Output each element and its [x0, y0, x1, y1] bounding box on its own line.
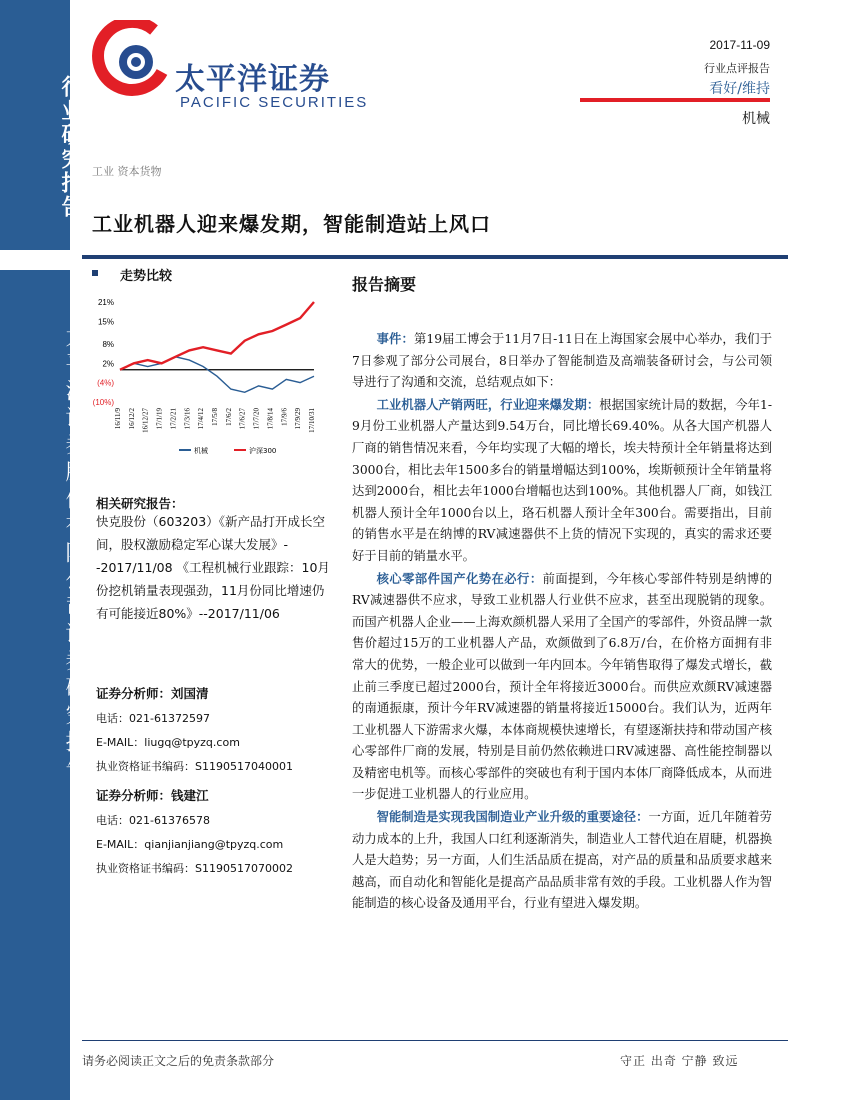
analyst-2 [96, 784, 293, 881]
x-tick-label: 17/5/8 [211, 408, 219, 426]
x-tick-label: 17/3/16 [183, 408, 192, 430]
report-type: 行业点评报告 [704, 62, 770, 75]
analyst-1-title: 证券分析师：刘国清 [96, 686, 209, 701]
brand-name-en: PACIFIC SECURITIES [180, 94, 369, 111]
analyst-1 [96, 682, 293, 779]
related-text: 快克股份（603203）《新产品打开成长空间，股权激励稳定军心谋大发展》--2017/11/08 《工程机械行业跟踪：10月份挖机销量表现强劲，11月份同比增速仍有可能接近80%》--2017/11/06 [96, 514, 330, 621]
abstract-p1 [352, 328, 772, 394]
x-tick-label: 17/10/31 [308, 408, 316, 433]
company-logo-icon [92, 20, 170, 98]
abstract-p4 [352, 806, 772, 915]
x-tick-label: 17/9/29 [294, 408, 303, 430]
trend-title: 走势比较 [120, 269, 173, 284]
rating-divider [580, 98, 770, 102]
analyst-2-cert: 执业资格证书编码：S1190517070002 [96, 862, 293, 875]
analyst-2-phone: 电话：021-61376578 [96, 814, 210, 827]
category: 工业 资本货物 [92, 165, 162, 178]
series-line-0 [120, 357, 314, 393]
x-tick-label: 17/8/14 [266, 408, 275, 430]
abstract-p3 [352, 568, 772, 807]
y-tick-label: 2% [102, 359, 114, 369]
legend-label: 沪深300 [249, 447, 277, 455]
report-title: 工业机器人迎来爆发期，智能制造站上风口 [92, 212, 491, 236]
p4-label: 智能制造是实现我国制造业产业升级的重要途径： [376, 809, 649, 825]
x-tick-label: 17/4/12 [197, 408, 206, 430]
brand-name-cn: 太平洋证券 [175, 62, 330, 97]
x-tick-label: 16/12/2 [127, 408, 136, 430]
abstract-body [352, 328, 772, 915]
x-tick-label: 16/12/27 [141, 408, 150, 433]
footer-divider [82, 1040, 788, 1041]
x-tick-label: 17/6/2 [224, 408, 233, 426]
sector: 机械 [742, 111, 770, 127]
footer-disclaimer: 请务必阅读正文之后的免责条款部分 [82, 1054, 275, 1068]
y-tick-label: 15% [97, 317, 114, 327]
related-heading: 相关研究报告： [96, 496, 184, 511]
sidebar-company: 太平洋证券股份有限公司证券研究报告 [62, 325, 87, 784]
analyst-2-email[interactable]: E-MAIL：qianjianjiang@tpyzq.com [96, 838, 284, 851]
y-tick-label: 21% [97, 298, 114, 307]
p3-text: 前面提到，今年核心零部件特别是纳博的RV减速器供不应求，导致工业机器人行业供不应求，甚至出现脱销的现象。而国产机器人企业——上海欢颜机器人采用了全国产的零部件，外资品牌一款售价超过15万的工业机器人产品，欢颜做到了6.8万/台，在价格方面拥有非常大的优势，一般企业可以做到一年内回本。今年销售取得了爆发式增长，截止前三季度已超过2000台，预计全年将接近3000台。而供应欢颜RV减速器的南通振康，预计今年RV减速器的销量将接近15000台。我们认为，近两年工业机器人下游需求火爆，本体商规模快速增长，有望逐渐扶持和带动国产核心零部件厂商的发展，特别是目前仍然依赖进口RV减速器、高性能控制器以及精密电机等。而核心零部件的突破也有利于国内本体厂商降低成本，从而进一步促进工业机器人的行业应用。 [352, 571, 772, 802]
x-tick-label: 17/6/27 [238, 408, 247, 430]
legend-label: 机械 [194, 447, 208, 455]
p4-text: 一方面，近几年随着劳动力成本的上升，我国人口红利逐渐消失，制造业人工替代迫在眉睫，机器换人是大趋势；另一方面，人们生活品质在提高，对产品的质量和品质要求越来越高，而自动化和智能化是提高产品品质非常有效的手段。工业机器人作为智能制造的核心设备及通用平台，行业有望进入爆发期。 [352, 810, 772, 911]
trend-chart [84, 290, 324, 460]
y-tick-label: (4%) [97, 378, 114, 388]
title-divider [82, 255, 788, 259]
x-tick-label: 17/9/6 [280, 408, 289, 426]
analyst-2-title: 证券分析师：钱建江 [96, 788, 209, 803]
p1-label: 事件： [376, 331, 414, 346]
x-tick-label: 17/2/21 [169, 408, 178, 430]
report-date: 2017-11-09 [709, 38, 770, 52]
analyst-1-email[interactable]: E-MAIL：liugq@tpyzq.com [96, 736, 240, 749]
analyst-1-cert: 执业资格证书编码：S1190517040001 [96, 760, 293, 773]
analyst-1-phone: 电话：021-61372597 [96, 712, 210, 725]
x-tick-label: 17/1/19 [155, 408, 164, 430]
sidebar-label: 行业研究报告 [58, 75, 83, 219]
p2-label: 工业机器人产销两旺，行业迎来爆发期： [376, 396, 600, 412]
y-tick-label: (10%) [92, 398, 114, 407]
x-tick-label: 17/7/20 [252, 408, 261, 430]
trend-bullet [92, 270, 98, 276]
abstract-title: 报告摘要 [352, 275, 417, 294]
y-tick-label: 8% [102, 339, 114, 349]
footer-motto: 守正 出奇 宁静 致远 [620, 1054, 739, 1068]
x-tick-label: 16/11/9 [114, 408, 122, 430]
p2-text: 根据国家统计局的数据，今年1-9月份工业机器人产量达到9.54万台，同比增长69.40%。从各大国产机器人厂商的销售情况来看，今年均实现了大幅的增长，埃夫特预计全年销量将达到3000台，相比去年1500多台的销量增幅达到100%，埃斯顿预计全年销量将达到2000台，相比去年1000台增幅也达到100%。其他机器人厂商，如钱江机器人预计全年1000台以上，珞石机器人预计全年300台。需要指出，目前的销售水平是在纳博的RV减速器供不上货的情况下实现的，真实的需求还要好于目前的销量水平。 [352, 397, 772, 563]
abstract-p2 [352, 394, 772, 568]
rating: 看好/维持 [709, 81, 770, 97]
p3-label: 核心零部件国产化势在必行： [376, 570, 543, 586]
p1-text: 第19届工博会于11月7日-11日在上海国家会展中心举办，我们于7日参观了部分公司展台，8日举办了智能制造及高端装备研讨会，与公司领导进行了沟通和交流，总结观点如下： [352, 332, 772, 390]
series-line-1 [120, 302, 314, 370]
